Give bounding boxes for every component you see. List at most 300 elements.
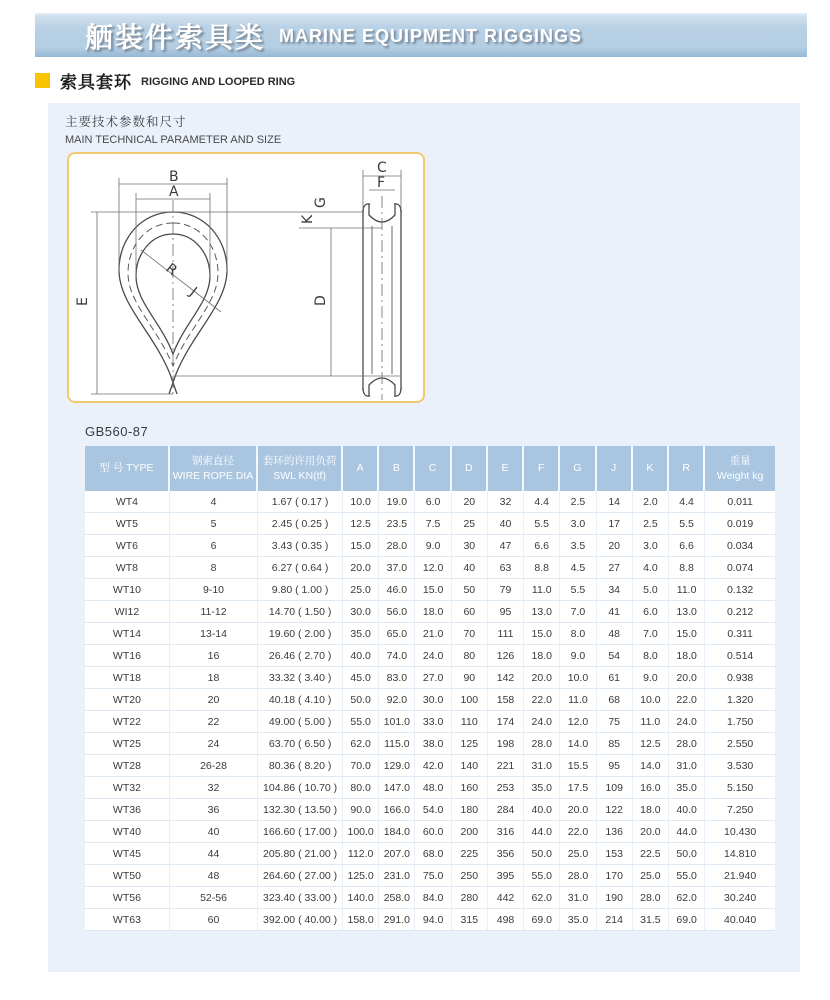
table-cell: 225 [452,843,488,865]
table-cell: 0.011 [705,491,775,513]
table-cell: 104.86 ( 10.70 ) [258,777,343,799]
table-cell: 56.0 [379,601,415,623]
table-cell: 26-28 [170,755,258,777]
table-cell: 20 [170,689,258,711]
table-cell: WT14 [85,623,170,645]
table-cell: 13-14 [170,623,258,645]
table-cell: 80.0 [343,777,379,799]
table-cell: 54.0 [415,799,451,821]
table-cell: 101.0 [379,711,415,733]
thimble-side-view [363,196,401,400]
table-cell: 40 [488,513,524,535]
table-cell: 80.36 ( 8.20 ) [258,755,343,777]
table-cell: 5.0 [633,579,669,601]
table-cell: 10.0 [633,689,669,711]
table-cell: 166.60 ( 17.00 ) [258,821,343,843]
table-cell: 9.0 [415,535,451,557]
table-cell: 3.5 [560,535,596,557]
table-row [85,909,775,931]
table-cell: 6.0 [415,491,451,513]
table-cell: 40.18 ( 4.10 ) [258,689,343,711]
table-cell: 498 [488,909,524,931]
table-cell: 50.0 [669,843,705,865]
table-cell: 5.5 [669,513,705,535]
table-cell: 92.0 [379,689,415,711]
table-cell: 22.5 [633,843,669,865]
dim-label-c: C [377,160,387,176]
header-cell: F [524,446,560,491]
table-cell: WT56 [85,887,170,909]
table-cell: 28.0 [524,733,560,755]
table-row [85,513,775,535]
table-cell: 110 [452,711,488,733]
table-cell: 323.40 ( 33.00 ) [258,887,343,909]
table-cell: 14 [597,491,633,513]
table-cell: 9.80 ( 1.00 ) [258,579,343,601]
table-cell: 18.0 [415,601,451,623]
dim-label-j: J [186,284,200,300]
table-cell: 75 [597,711,633,733]
dim-label-b: B [169,169,179,185]
table-cell: 26.46 ( 2.70 ) [258,645,343,667]
table-cell: 95 [597,755,633,777]
table-cell: 48 [170,865,258,887]
table-cell: WT22 [85,711,170,733]
table-cell: 49.00 ( 5.00 ) [258,711,343,733]
table-cell: 63 [488,557,524,579]
yellow-square-bullet [35,73,50,88]
table-cell: 40.0 [524,799,560,821]
table-cell: WT32 [85,777,170,799]
table-cell: 28.0 [633,887,669,909]
table-cell: 15.0 [669,623,705,645]
table-cell: 74.0 [379,645,415,667]
header-cell: J [597,446,633,491]
table-cell: 250 [452,865,488,887]
table-row [85,491,775,513]
table-cell: WT4 [85,491,170,513]
table-cell: 60 [452,601,488,623]
table-cell: 80 [452,645,488,667]
table-cell: WT63 [85,909,170,931]
table-cell: 7.5 [415,513,451,535]
table-cell: 27.0 [415,667,451,689]
table-cell: 20 [452,491,488,513]
banner-title-en: MARINE EQUIPMENT RIGGINGS [279,25,583,46]
header-cell: B [379,446,415,491]
table-cell: 48 [597,623,633,645]
table-cell: 48.0 [415,777,451,799]
dimension-lines [75,160,401,394]
table-cell: 316 [488,821,524,843]
table-cell: 2.550 [705,733,775,755]
table-cell: 15.0 [343,535,379,557]
table-cell: 1.750 [705,711,775,733]
table-cell: 44.0 [524,821,560,843]
table-cell: 158.0 [343,909,379,931]
table-cell: 0.311 [705,623,775,645]
table-cell: 30.0 [415,689,451,711]
table-cell: 6.6 [524,535,560,557]
table-cell: 75.0 [415,865,451,887]
banner-title-zh: 舾装件索具类 [85,22,266,53]
table-cell: 198 [488,733,524,755]
table-cell: WT16 [85,645,170,667]
table-cell: 3.530 [705,755,775,777]
parameters-heading-en: MAIN TECHNICAL PARAMETER AND SIZE [65,134,282,146]
table-cell: 54 [597,645,633,667]
table-cell: 40.0 [669,799,705,821]
table-row [85,865,775,887]
table-cell: 0.132 [705,579,775,601]
table-cell: 83.0 [379,667,415,689]
parameters-heading [65,112,281,146]
table-cell: 21.0 [415,623,451,645]
table-cell: 25 [452,513,488,535]
table-cell: 19.0 [379,491,415,513]
table-cell: 12.0 [560,711,596,733]
table-row [85,645,775,667]
table-cell: 44 [170,843,258,865]
table-cell: 2.45 ( 0.25 ) [258,513,343,535]
table-cell: 8 [170,557,258,579]
table-row [85,733,775,755]
table-cell: 20.0 [560,799,596,821]
table-cell: 6.0 [633,601,669,623]
table-cell: 158 [488,689,524,711]
table-cell: 5.5 [560,579,596,601]
table-cell: 129.0 [379,755,415,777]
table-cell: 8.0 [633,645,669,667]
header-cell: E [488,446,524,491]
table-cell: 24.0 [415,645,451,667]
table-cell: 31.0 [669,755,705,777]
table-cell: 31.0 [560,887,596,909]
table-cell: 142 [488,667,524,689]
table-cell: 12.5 [633,733,669,755]
table-cell: 231.0 [379,865,415,887]
thimble-front-view [119,200,227,398]
table-cell: 140.0 [343,887,379,909]
table-cell: 52-56 [170,887,258,909]
table-cell: 170 [597,865,633,887]
table-cell: 22.0 [524,689,560,711]
header-cell: 钢索直径 WIRE ROPE DIA [170,446,258,491]
table-cell: 111 [488,623,524,645]
table-cell: 253 [488,777,524,799]
table-cell: 147.0 [379,777,415,799]
table-cell: 32 [170,777,258,799]
table-row [85,799,775,821]
table-cell: 11-12 [170,601,258,623]
technical-drawing-box [67,152,425,403]
header-cell: C [415,446,451,491]
table-cell: 28.0 [379,535,415,557]
content-panel [48,103,800,972]
table-cell: 70.0 [343,755,379,777]
table-cell: 30.240 [705,887,775,909]
table-cell: 100.0 [343,821,379,843]
header-cell: D [452,446,488,491]
table-cell: 47 [488,535,524,557]
table-cell: 4.0 [633,557,669,579]
table-cell: 33.32 ( 3.40 ) [258,667,343,689]
page-banner [35,13,807,57]
table-cell: 31.5 [633,909,669,931]
table-cell: 395 [488,865,524,887]
table-cell: 9.0 [633,667,669,689]
table-cell: 24 [170,733,258,755]
table-cell: 1.320 [705,689,775,711]
table-cell: 69.0 [669,909,705,931]
table-cell: 79 [488,579,524,601]
table-cell: WT8 [85,557,170,579]
table-cell: 25.0 [560,843,596,865]
table-cell: 42.0 [415,755,451,777]
table-cell: 221 [488,755,524,777]
table-cell: 62.0 [524,887,560,909]
table-cell: 174 [488,711,524,733]
table-cell: 23.5 [379,513,415,535]
table-cell: 60 [170,909,258,931]
table-cell: 65.0 [379,623,415,645]
table-cell: 35.0 [343,623,379,645]
table-cell: 200 [452,821,488,843]
table-cell: 20.0 [524,667,560,689]
table-cell: 11.0 [633,711,669,733]
table-cell: 13.0 [524,601,560,623]
table-cell: 55.0 [669,865,705,887]
table-row [85,821,775,843]
table-cell: 10.0 [343,491,379,513]
dim-label-g: G [313,197,329,208]
header-cell: A [343,446,379,491]
table-cell: 16 [170,645,258,667]
table-cell: 280 [452,887,488,909]
table-row [85,755,775,777]
table-cell: 0.514 [705,645,775,667]
table-cell: 12.0 [415,557,451,579]
table-cell: 2.5 [633,513,669,535]
table-row [85,689,775,711]
table-cell: 9.0 [560,645,596,667]
table-cell: 28.0 [560,865,596,887]
table-cell: 207.0 [379,843,415,865]
table-row [85,887,775,909]
table-cell: 45.0 [343,667,379,689]
table-cell: 18.0 [524,645,560,667]
header-row [85,446,775,491]
table-cell: 3.0 [560,513,596,535]
table-cell: WT50 [85,865,170,887]
table-cell: 35.0 [669,777,705,799]
table-cell: 44.0 [669,821,705,843]
table-cell: 5.150 [705,777,775,799]
table-cell: 126 [488,645,524,667]
table-cell: 27 [597,557,633,579]
parameters-heading-zh: 主要技术参数和尺寸 [65,115,187,129]
table-cell: 22.0 [669,689,705,711]
header-cell: 重量 Weight kg [705,446,775,491]
table-cell: 7.0 [633,623,669,645]
table-cell: 180 [452,799,488,821]
table-cell: 50.0 [343,689,379,711]
table-cell: 1.67 ( 0.17 ) [258,491,343,513]
table-cell: 0.938 [705,667,775,689]
table-cell: 36 [170,799,258,821]
table-cell: 166.0 [379,799,415,821]
table-cell: 160 [452,777,488,799]
table-cell: 140 [452,755,488,777]
table-cell: 109 [597,777,633,799]
table-cell: 68.0 [415,843,451,865]
dim-label-a: A [169,184,179,200]
table-cell: 11.0 [560,689,596,711]
table-cell: 25.0 [633,865,669,887]
table-row [85,557,775,579]
table-cell: 11.0 [669,579,705,601]
table-cell: 68 [597,689,633,711]
table-cell: 0.019 [705,513,775,535]
table-cell: 5.5 [524,513,560,535]
table-cell: 46.0 [379,579,415,601]
table-cell: 12.5 [343,513,379,535]
section-heading [35,70,295,90]
table-cell: 2.5 [560,491,596,513]
table-cell: 3.0 [633,535,669,557]
header-cell: R [669,446,705,491]
table-cell: 85 [597,733,633,755]
table-cell: 30 [452,535,488,557]
dim-label-d: D [313,295,329,306]
table-cell: 0.074 [705,557,775,579]
table-cell: 40.040 [705,909,775,931]
table-cell: 10.430 [705,821,775,843]
table-cell: 63.70 ( 6.50 ) [258,733,343,755]
table-cell: 125 [452,733,488,755]
table-cell: 20.0 [343,557,379,579]
table-cell: 50 [452,579,488,601]
table-cell: 95 [488,601,524,623]
table-cell: 284 [488,799,524,821]
table-cell: 136 [597,821,633,843]
table-cell: 20 [597,535,633,557]
table-cell: 2.0 [633,491,669,513]
table-cell: 10.0 [560,667,596,689]
table-cell: 205.80 ( 21.00 ) [258,843,343,865]
table-cell: 13.0 [669,601,705,623]
table-cell: WT5 [85,513,170,535]
table-cell: 50.0 [524,843,560,865]
header-cell: G [560,446,596,491]
table-cell: 4.4 [669,491,705,513]
table-cell: 11.0 [524,579,560,601]
table-cell: 40 [452,557,488,579]
table-cell: 8.8 [524,557,560,579]
spec-table [85,446,775,931]
table-cell: 37.0 [379,557,415,579]
table-cell: WT10 [85,579,170,601]
table-cell: 70 [452,623,488,645]
table-cell: 112.0 [343,843,379,865]
table-row [85,535,775,557]
table-cell: 69.0 [524,909,560,931]
table-cell: 61 [597,667,633,689]
table-cell: 100 [452,689,488,711]
table-cell: 41 [597,601,633,623]
table-cell: 90 [452,667,488,689]
table-cell: 30.0 [343,601,379,623]
table-cell: WT40 [85,821,170,843]
table-cell: 392.00 ( 40.00 ) [258,909,343,931]
table-row [85,623,775,645]
table-row [85,843,775,865]
table-cell: 6.6 [669,535,705,557]
table-cell: WT25 [85,733,170,755]
table-cell: 442 [488,887,524,909]
table-cell: 7.250 [705,799,775,821]
table-cell: 132.30 ( 13.50 ) [258,799,343,821]
dim-label-f: F [377,175,386,191]
table-cell: 62.0 [669,887,705,909]
section-title-en: RIGGING AND LOOPED RING [141,75,296,88]
table-cell: 115.0 [379,733,415,755]
table-cell: WT6 [85,535,170,557]
table-cell: 18.0 [669,645,705,667]
table-cell: 214 [597,909,633,931]
header-cell: K [633,446,669,491]
table-cell: 22 [170,711,258,733]
table-cell: 356 [488,843,524,865]
table-cell: 35.0 [560,909,596,931]
table-cell: WT45 [85,843,170,865]
table-cell: 21.940 [705,865,775,887]
table-cell: 94.0 [415,909,451,931]
thimble-drawing [69,154,423,401]
table-cell: 62.0 [343,733,379,755]
table-cell: 90.0 [343,799,379,821]
table-cell: WT20 [85,689,170,711]
table-cell: 17.5 [560,777,596,799]
dim-label-r: R [162,260,181,280]
table-cell: 24.0 [669,711,705,733]
header-cell: 套环的许用负荷 SWL KN(tf) [258,446,343,491]
table-cell: 190 [597,887,633,909]
table-cell: 15.5 [560,755,596,777]
table-cell: 33.0 [415,711,451,733]
table-cell: 17 [597,513,633,535]
table-cell: 291.0 [379,909,415,931]
table-cell: 25.0 [343,579,379,601]
table-cell: 19.60 ( 2.00 ) [258,623,343,645]
dim-label-e: E [75,297,91,306]
standard-code: GB560-87 [85,424,149,439]
table-cell: 22.0 [560,821,596,843]
table-cell: 40.0 [343,645,379,667]
table-cell: 15.0 [415,579,451,601]
table-cell: 14.0 [560,733,596,755]
table-cell: 184.0 [379,821,415,843]
table-row [85,777,775,799]
table-row [85,601,775,623]
table-row [85,579,775,601]
table-cell: WT18 [85,667,170,689]
table-cell: 4.5 [560,557,596,579]
table-cell: 264.60 ( 27.00 ) [258,865,343,887]
table-cell: 18.0 [633,799,669,821]
table-cell: 153 [597,843,633,865]
table-cell: 3.43 ( 0.35 ) [258,535,343,557]
